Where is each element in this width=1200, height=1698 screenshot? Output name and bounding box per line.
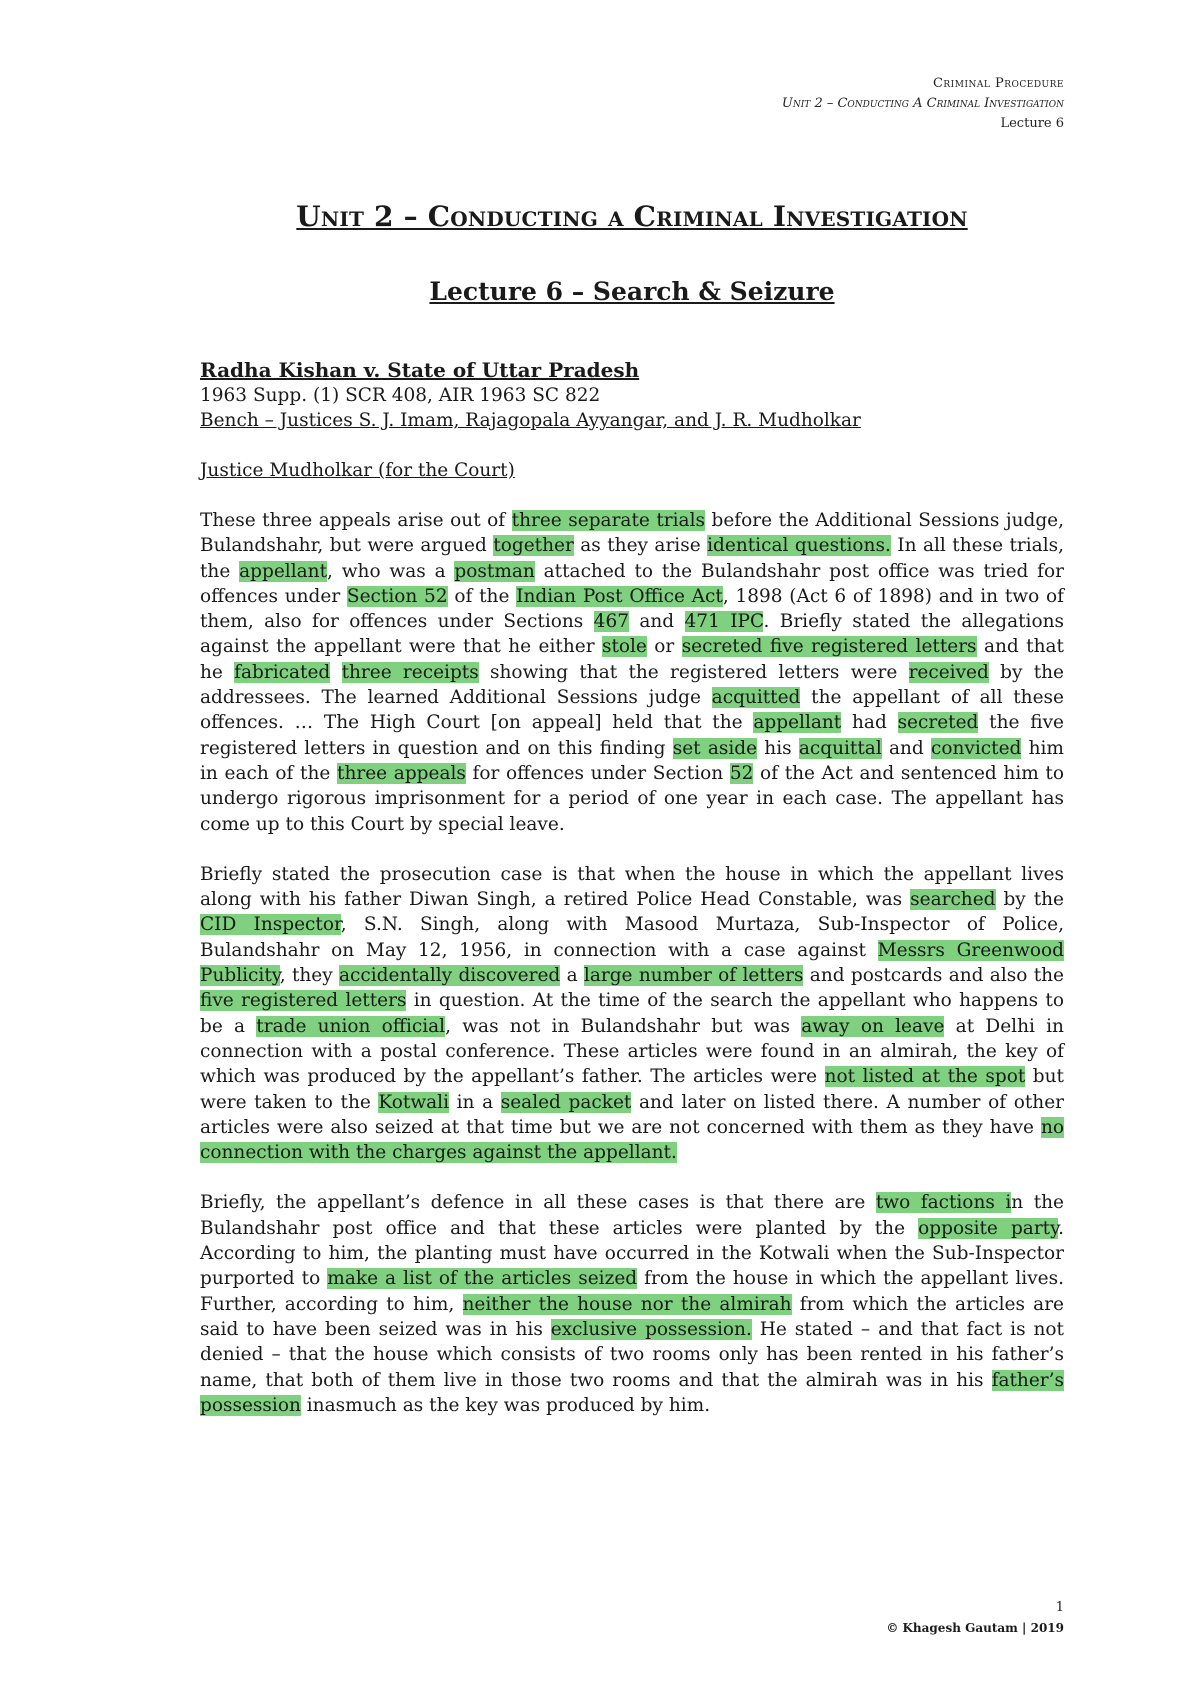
text-run: and that he bbox=[200, 636, 1064, 683]
unit-title: Unit 2 – Conducting a Criminal Investigation bbox=[296, 200, 968, 233]
text-run: showing that the registered letters were bbox=[478, 661, 909, 683]
highlighted-text: large number of letters bbox=[583, 965, 804, 987]
highlighted-text: no connection with the charges against the appellant. bbox=[200, 1116, 1064, 1164]
text-run: the five registered letters in question and on this finding bbox=[200, 712, 1064, 759]
paragraph bbox=[200, 508, 1064, 837]
highlighted-text: sealed packet bbox=[500, 1091, 632, 1113]
lecture-title: Lecture 6 – Search & Seizure bbox=[429, 277, 835, 306]
highlighted-text: convicted bbox=[931, 737, 1022, 759]
highlighted-text: together bbox=[493, 535, 574, 557]
text-run: and postcards and also the bbox=[803, 965, 1064, 987]
highlighted-text: three separate trials bbox=[511, 510, 705, 531]
text-run: In all these trials, the bbox=[200, 535, 1065, 582]
text-run: , they bbox=[279, 965, 340, 987]
highlighted-text: 467 bbox=[593, 611, 629, 633]
lecture-number: Lecture 6 bbox=[1000, 116, 1064, 131]
text-run bbox=[330, 662, 341, 683]
highlighted-text: away on leave bbox=[801, 1015, 945, 1037]
text-run: n the Bulandshahr post office and that these articles were planted by the bbox=[200, 1192, 1064, 1239]
text-run: but were taken to the bbox=[200, 1066, 1064, 1113]
highlighted-text: fabricated bbox=[234, 661, 331, 683]
highlighted-text: searched bbox=[910, 889, 996, 911]
text-run: as they arise bbox=[573, 535, 708, 557]
text-run: from the house in which the appellant lives. Further, according to him, bbox=[200, 1268, 1064, 1315]
highlighted-text: secreted five registered letters bbox=[681, 636, 977, 658]
text-run: by the addressees. The learned Additional Sessions judge bbox=[200, 661, 1064, 709]
text-run: a bbox=[560, 965, 584, 987]
highlighted-text: five registered letters bbox=[200, 990, 407, 1012]
highlighted-text: not listed at the spot bbox=[824, 1066, 1026, 1088]
case-citation: 1963 Supp. (1) SCR 408, AIR 1963 SC 822 bbox=[200, 385, 601, 406]
highlighted-text: Messrs Greenwood Publicity bbox=[200, 939, 1064, 987]
text-run: of the Act and sentenced him to undergo rigorous imprisonment for a period of one year in each case. The appellant has come up to this Court by special leave. bbox=[200, 762, 1065, 835]
highlighted-text: appellant bbox=[239, 560, 327, 582]
highlighted-text: postman bbox=[454, 560, 535, 582]
text-run: He stated – and that fact is not denied – that the house which consists of two rooms only has been rented in his father’s name, that both of them live in those two rooms and that the almirah was in his bbox=[200, 1318, 1064, 1391]
text-run: inasmuch as the key was produced by him. bbox=[300, 1394, 711, 1416]
highlighted-text: acquitted bbox=[711, 687, 801, 709]
highlighted-text: set aside bbox=[672, 737, 758, 759]
text-run: and bbox=[881, 737, 931, 759]
highlighted-text: Indian Post Office Act bbox=[516, 585, 723, 607]
text-run: from which the articles are said to have been seized was in his bbox=[200, 1293, 1065, 1340]
running-header bbox=[782, 74, 1064, 134]
text-run: , was not in Bulandshahr but was bbox=[445, 1015, 802, 1037]
text-run: or bbox=[646, 636, 682, 658]
text-run: him in each of the bbox=[200, 737, 1064, 784]
highlighted-text: father’s possession bbox=[200, 1369, 1064, 1416]
case-bench: Bench – Justices S. J. Imam, Rajagopala Ayyangar, and J. R. Mudholkar bbox=[200, 410, 861, 431]
text-run: before the Additional Sessions judge, Bulandshahr, but were argued bbox=[200, 510, 1065, 557]
highlighted-text: secreted bbox=[897, 712, 979, 734]
text-run: . Briefly stated the allegations against the appellant were that he either bbox=[200, 611, 1064, 658]
highlighted-text: Section 52 bbox=[346, 585, 448, 607]
page-number: 1 bbox=[1055, 1600, 1064, 1615]
highlighted-text: CID Inspector bbox=[200, 914, 341, 936]
highlighted-text: Kotwali bbox=[378, 1091, 450, 1113]
highlighted-text: 471 IPC bbox=[684, 611, 764, 633]
paragraph bbox=[200, 862, 1064, 1166]
text-run: by the bbox=[995, 889, 1064, 911]
highlighted-text: opposite party bbox=[918, 1217, 1059, 1239]
highlighted-text: exclusive possession. bbox=[550, 1318, 752, 1340]
text-run: These three appeals arise out of bbox=[200, 510, 512, 531]
text-run: in a bbox=[449, 1091, 501, 1113]
case-name: Radha Kishan v. State of Uttar Pradesh bbox=[200, 358, 640, 382]
highlighted-text: neither the house nor the almirah bbox=[462, 1293, 792, 1315]
highlighted-text: stole bbox=[601, 636, 647, 658]
copyright-notice: © Khagesh Gautam | 2019 bbox=[886, 1621, 1064, 1635]
text-run: . According to him, the planting must have occurred in the Kotwali when the Sub-Inspector purported to bbox=[200, 1217, 1064, 1290]
text-run: of the bbox=[447, 585, 517, 607]
text-run: , S.N. Singh, along with Masood Murtaza, Sub-Inspector of Police, Bulandshahr on May 12, 1956, in connection with a case against bbox=[200, 914, 1064, 961]
highlighted-text: make a list of the articles seized bbox=[327, 1268, 638, 1290]
text-run: the appellant of all these offences. … The High Court [on appeal] held that the bbox=[200, 687, 1064, 734]
text-run: in question. At the time of the search the appellant who happens to be a bbox=[200, 990, 1064, 1037]
text-run: for offences under Section bbox=[465, 762, 730, 784]
document-body bbox=[200, 200, 1064, 1443]
highlighted-text: three appeals bbox=[337, 762, 466, 784]
text-run: at Delhi in connection with a postal conference. These articles were found in an almirah, the key of which was produced by the appellant’s father. The articles were bbox=[200, 1015, 1064, 1088]
highlighted-text: appellant bbox=[753, 712, 842, 734]
paragraph bbox=[200, 1190, 1064, 1418]
text-run: had bbox=[841, 712, 898, 734]
text-run: Briefly stated the prosecution case is that when the house in which the appellant lives along with his father Diwan Singh, a retired Police Head Constable, was bbox=[200, 863, 1064, 911]
text-run: Briefly, the appellant’s defence in all these cases is that there are bbox=[200, 1192, 876, 1214]
text-run: his bbox=[757, 737, 799, 759]
highlighted-text: accidentally discovered bbox=[339, 965, 561, 987]
opinion-author: Justice Mudholkar (for the Court) bbox=[200, 460, 515, 481]
judgment-text bbox=[200, 508, 1064, 1418]
text-run: , who was a bbox=[327, 560, 455, 582]
highlighted-text: received bbox=[908, 661, 989, 683]
course-name: Criminal Procedure bbox=[932, 76, 1064, 91]
highlighted-text: identical questions. bbox=[707, 535, 891, 557]
text-run: and bbox=[628, 611, 685, 633]
text-run: , 1898 (Act 6 of 1898) and in two of them, also for offences under Sections bbox=[200, 585, 1064, 633]
highlighted-text: two factions i bbox=[875, 1192, 1012, 1214]
highlighted-text: acquittal bbox=[798, 737, 882, 759]
page-footer bbox=[886, 1598, 1064, 1638]
text-run: attached to the Bulandshahr post office was tried for offences under bbox=[200, 560, 1065, 607]
highlighted-text: 52 bbox=[729, 762, 754, 784]
highlighted-text: three receipts bbox=[341, 661, 479, 683]
unit-name: Unit 2 – Conducting A Criminal Investigation bbox=[781, 96, 1064, 111]
text-run: and later on listed there. A number of other articles were also seized at that time but we are not concerned with them as they have bbox=[200, 1091, 1064, 1138]
highlighted-text: trade union official bbox=[256, 1015, 446, 1037]
